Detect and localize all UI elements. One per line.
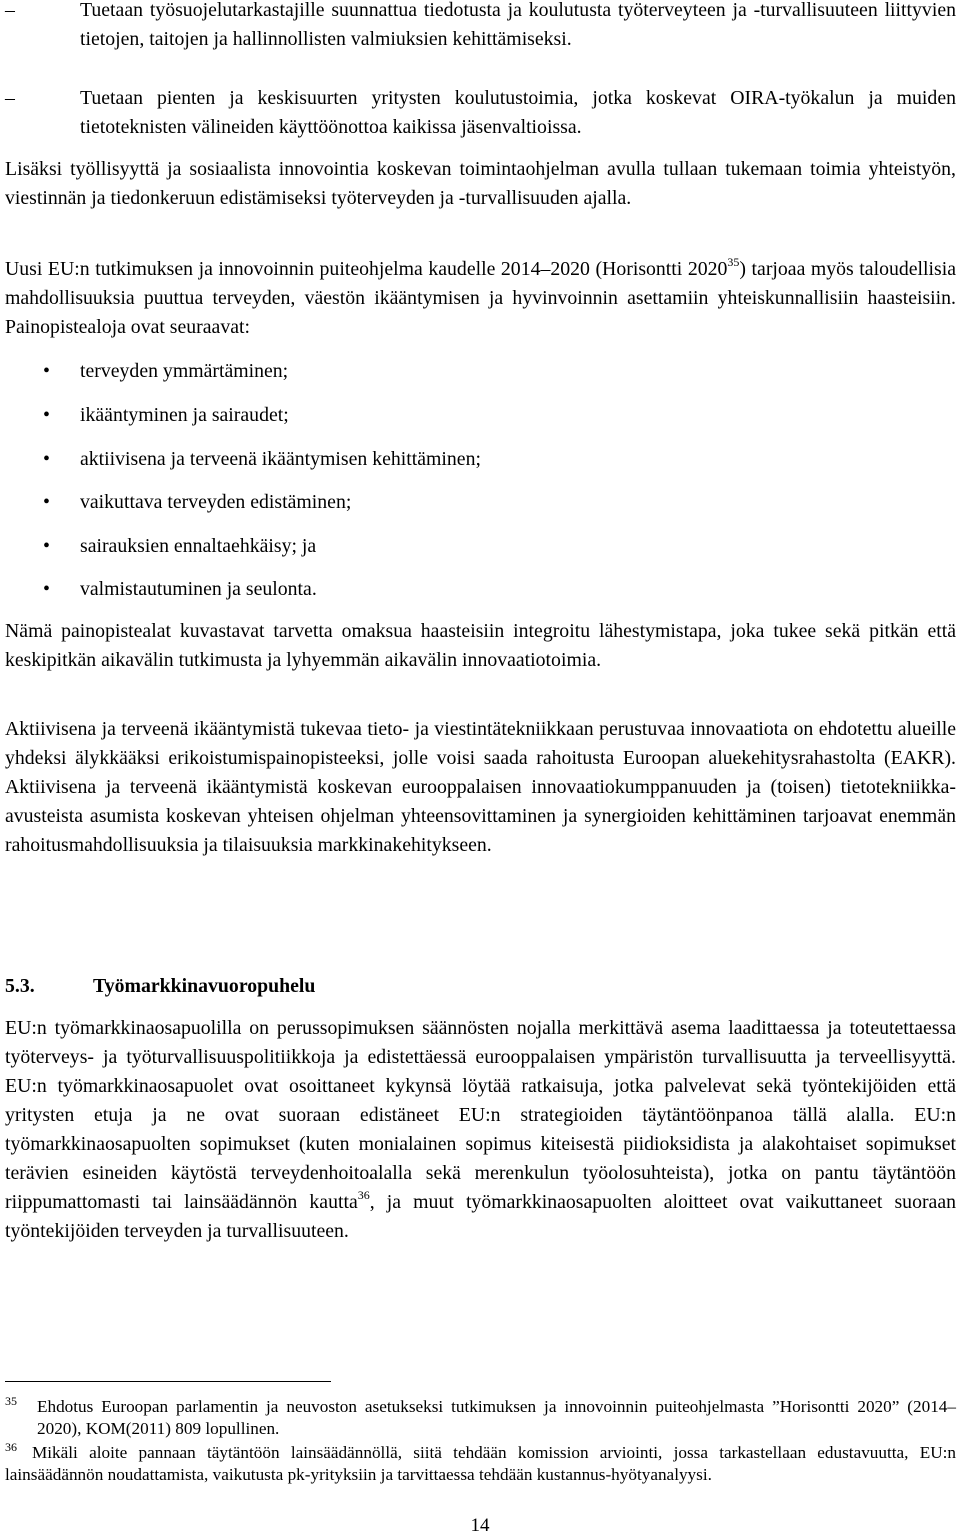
footnote-text: Mikäli aloite pannaan täytäntöön lainsäädännöllä, siitä tehdään komission arviointi, jossa tarkastellaan edustavuutta, EU:n lainsäädännön noudattamista, vaikutusta pk-yrityksiin ja tarvittaessa tehdään kustannus-hyötyanalyysi. bbox=[5, 1443, 956, 1484]
bullet-item bbox=[5, 575, 956, 604]
footnote-divider bbox=[5, 1381, 331, 1382]
list-item bbox=[5, 84, 956, 142]
section-number: 5.3. bbox=[5, 975, 35, 997]
footnote bbox=[5, 1442, 956, 1486]
footnote-text: Ehdotus Euroopan parlamentin ja neuvoston asetukseksi tutkimuksen ja innovoinnin puiteohjelmasta ”Horisontti 2020” (2014–2020), KOM(2011) 809 lopullinen. bbox=[37, 1397, 956, 1438]
bullet-text: vaikuttava terveyden edistäminen; bbox=[80, 491, 352, 513]
bullet-marker: • bbox=[43, 448, 50, 470]
bullet-item bbox=[5, 532, 956, 561]
paragraph-aal: Aktiivisena ja terveenä ikääntymistä tukevaa tieto- ja viestintätekniikkaan perustuvaa innovaatiota on ehdotettu alueille yhdeksi älykkääksi erikoistumispainopisteeksi, jolle voisi saada rahoitusta Euroopan aluekehitysrahastolta (EAKR). Aktiivisena ja terveenä ikääntymistä koskevan eurooppalaisen innovaatiokumppanuuden ja (toisen) tietotekniikka-avusteista asumista koskevan yhteisen ohjelman yhteensovittaminen ja synergioiden kehittäminen tarjoavat enemmän rahoitusmahdollisuuksia ja tilaisuuksia markkinakehitykseen. bbox=[5, 718, 956, 856]
bullet-text: sairauksien ennaltaehkäisy; ja bbox=[80, 535, 317, 557]
bullet-marker: • bbox=[43, 578, 50, 600]
bullet-marker: • bbox=[43, 535, 50, 557]
paragraph-priorities: Nämä painopistealat kuvastavat tarvetta omaksua haasteisiin integroitu lähestymistapa, joka tukee sekä pitkän että keskipitkän aikavälin tutkimusta ja lyhyemmän aikavälin innovaatiotoimia. bbox=[5, 620, 956, 671]
page-number: 14 bbox=[470, 1515, 490, 1536]
paragraph-easi: Lisäksi työllisyyttä ja sosiaalista innovointia koskevan toimintaohjelman avulla tullaan tukemaan toimia yhteistyön, viestinnän ja tiedonkeruun edistämiseksi työterveyden ja -turvallisuuden ajalla. bbox=[5, 158, 956, 209]
bullet-item bbox=[5, 488, 956, 517]
bullet-marker: • bbox=[43, 491, 50, 513]
paragraph-horizon bbox=[5, 255, 956, 342]
paragraph-text: EU:n työmarkkinaosapuolilla on perussopimuksen säännösten nojalla merkittävä asema laadittaessa ja toteutettaessa työterveys- ja työturvallisuuspolitiikkoja ja edistettäessä eurooppalaisen ympäristön turvallisuutta ja terveellisyyttä. EU:n työmarkkinaosapuolet ovat osoittaneet kykynsä löytää ratkaisuja, jotka palvelevat sekä työntekijöiden että yritysten etuja ja ne ovat suoraan edistäneet EU:n strategioiden täytäntöönpanoa tällä alalla. EU:n työmarkkinaosapuolten sopimukset (kuten monialainen sopimus kiteisestä piidioksidista ja alakohtaiset sopimukset terävien esineiden käytöstä terveydenhoitoalalla sekä merenkulun työolosuhteista), jotka on pantu täytäntöön riippumattomasti tai lainsäädännön kautta bbox=[5, 1017, 956, 1213]
bullet-text: aktiivisena ja terveenä ikääntymisen kehittäminen; bbox=[80, 448, 481, 470]
footnote-number: 35 bbox=[5, 1394, 17, 1408]
section-title: Työmarkkinavuoropuhelu bbox=[93, 975, 316, 997]
bullet-item bbox=[5, 401, 956, 430]
bullet-marker: • bbox=[43, 360, 50, 382]
list-item-text: Tuetaan työsuojelutarkastajille suunnattua tiedotusta ja koulutusta työterveyteen ja -turvallisuuteen liittyvien tietojen, taitojen ja hallinnollisten valmiuksien kehittämiseksi. bbox=[80, 0, 956, 50]
list-item-text: Tuetaan pienten ja keskisuurten yritysten koulutustoimia, jotka koskevat OIRA-työkalun ja muiden tietoteknisten välineiden käyttöönottoa kaikissa jäsenvaltioissa. bbox=[80, 87, 956, 138]
paragraph-social-dialogue bbox=[5, 1014, 956, 1246]
bullet-item bbox=[5, 357, 956, 386]
bullet-text: valmistautuminen ja seulonta. bbox=[80, 578, 317, 600]
paragraph-text: ) tarjoaa myös taloudellisia mahdollisuuksia puuttua terveyden, väestön ikääntymisen ja hyvinvoinnin asettamiin yhteiskunnallisiin haasteisiin. Painopistealoja ovat seuraavat: bbox=[5, 258, 956, 338]
footnote bbox=[5, 1396, 956, 1440]
paragraph-text: , ja muut työmarkkinaosapuolten aloitteet ovat vaikuttaneet suoraan työntekijöiden terveyden ja turvallisuuteen. bbox=[5, 1191, 956, 1242]
dash-marker: – bbox=[5, 0, 15, 21]
footnote-ref[interactable]: 35 bbox=[727, 255, 740, 269]
section-heading bbox=[5, 972, 315, 1001]
bullet-marker: • bbox=[43, 404, 50, 426]
list-item bbox=[5, 0, 956, 54]
bullet-text: ikääntyminen ja sairaudet; bbox=[80, 404, 289, 426]
footnote-number: 36 bbox=[5, 1440, 17, 1454]
paragraph-text: Uusi EU:n tutkimuksen ja innovoinnin puiteohjelma kaudelle 2014–2020 (Horisontti 2020 bbox=[5, 258, 728, 280]
dash-marker: – bbox=[5, 87, 15, 109]
footnote-ref[interactable]: 36 bbox=[357, 1188, 370, 1202]
bullet-text: terveyden ymmärtäminen; bbox=[80, 360, 289, 382]
bullet-item bbox=[5, 445, 956, 474]
